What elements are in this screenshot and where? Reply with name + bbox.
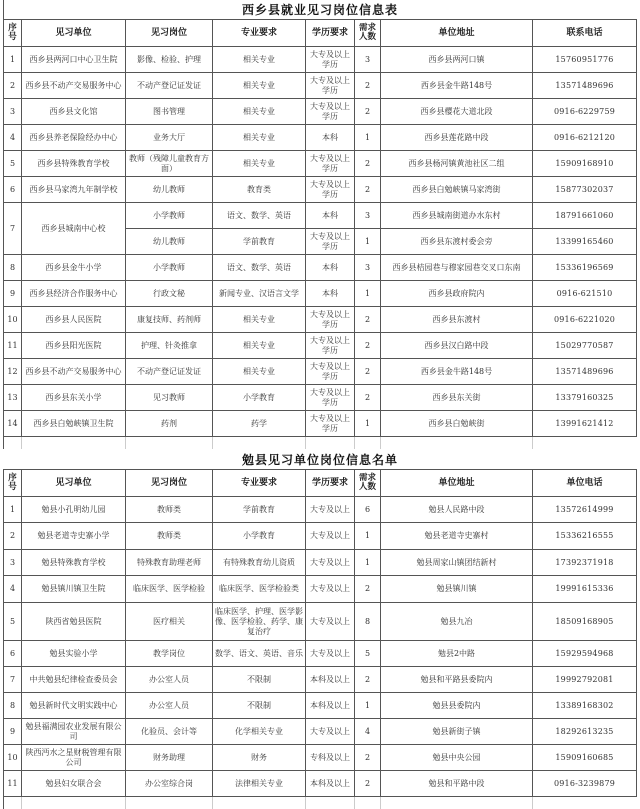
cell-unit: 西乡县经济合作服务中心 <box>22 281 126 307</box>
gap-line <box>21 437 22 449</box>
gap-line <box>125 797 126 809</box>
cell-addr: 西乡县城南街道办水东村 <box>381 203 533 229</box>
cell-post: 办公室人员 <box>126 693 213 719</box>
cell-major: 相关专业 <box>213 125 306 151</box>
cell-addr: 勉县和平路中段 <box>381 771 533 797</box>
cell-unit: 西乡县阳光医院 <box>22 333 126 359</box>
gap-line <box>21 797 22 809</box>
cell-post: 办公室人员 <box>126 667 213 693</box>
cell-major: 小学教育 <box>213 385 306 411</box>
cell-unit: 西乡县东关小学 <box>22 385 126 411</box>
cell-phone: 15877302037 <box>533 177 637 203</box>
cell-addr: 西乡县两河口镇 <box>381 47 533 73</box>
header-phone: 单位电话 <box>533 470 637 497</box>
cell-count: 1 <box>355 411 381 437</box>
cell-addr: 勉县镇川镇 <box>381 576 533 603</box>
cell-count: 2 <box>355 385 381 411</box>
cell-addr: 勉县周家山镇团结新村 <box>381 550 533 576</box>
bottom-gap <box>0 797 640 809</box>
cell-count: 2 <box>355 667 381 693</box>
table-row <box>4 281 637 307</box>
cell-no: 12 <box>4 359 22 385</box>
header-no: 序号 <box>4 20 22 47</box>
cell-phone: 19992792081 <box>533 667 637 693</box>
cell-major: 语文、数学、英语 <box>213 255 306 281</box>
cell-post: 特殊教育助理老师 <box>126 550 213 576</box>
cell-edu: 大专及以上 <box>306 550 355 576</box>
cell-count: 1 <box>355 125 381 151</box>
cell-phone: 13571489696 <box>533 359 637 385</box>
header-phone: 联系电话 <box>533 20 637 47</box>
cell-post: 康复技师、药剂师 <box>126 307 213 333</box>
cell-phone: 19991615336 <box>533 576 637 603</box>
cell-major: 学前教育 <box>213 497 306 523</box>
table-row <box>4 693 637 719</box>
mianxian-internship-table <box>3 469 637 797</box>
cell-edu: 大专及以上 <box>306 576 355 603</box>
cell-phone: 18292613235 <box>533 719 637 745</box>
cell-phone: 15909168910 <box>533 151 637 177</box>
gap-line <box>380 437 381 449</box>
cell-post: 影像、检验、护理 <box>126 47 213 73</box>
table-row <box>4 73 637 99</box>
header-count: 需求人数 <box>355 20 381 47</box>
cell-phone: 13991621412 <box>533 411 637 437</box>
cell-no: 3 <box>4 99 22 125</box>
cell-phone: 13572614999 <box>533 497 637 523</box>
cell-count: 1 <box>355 550 381 576</box>
cell-post: 见习教师 <box>126 385 213 411</box>
table-row <box>4 523 637 550</box>
cell-no: 7 <box>4 667 22 693</box>
cell-count: 2 <box>355 576 381 603</box>
cell-unit: 西乡县两河口中心卫生院 <box>22 47 126 73</box>
cell-count: 1 <box>355 281 381 307</box>
cell-major: 相关专业 <box>213 73 306 99</box>
cell-post: 财务助理 <box>126 745 213 771</box>
cell-no: 5 <box>4 151 22 177</box>
cell-unit: 勉县实验小学 <box>22 641 126 667</box>
cell-addr: 勉县2中路 <box>381 641 533 667</box>
cell-post: 教学岗位 <box>126 641 213 667</box>
table-row <box>4 359 637 385</box>
cell-count: 2 <box>355 151 381 177</box>
cell-no: 6 <box>4 641 22 667</box>
cell-edu: 大专及以上学历 <box>306 411 355 437</box>
table-row <box>4 667 637 693</box>
cell-major: 相关专业 <box>213 307 306 333</box>
cell-count: 3 <box>355 47 381 73</box>
cell-edu: 大专及以上学历 <box>306 307 355 333</box>
cell-count: 8 <box>355 603 381 641</box>
cell-major: 临床医学、护理、医学影像、医学检验、药学、康复治疗 <box>213 603 306 641</box>
cell-major: 不限制 <box>213 693 306 719</box>
cell-post: 不动产登记证发证 <box>126 359 213 385</box>
cell-major: 法律相关专业 <box>213 771 306 797</box>
cell-major: 相关专业 <box>213 359 306 385</box>
table-row <box>4 47 637 73</box>
cell-phone: 0916-6212120 <box>533 125 637 151</box>
cell-addr: 西乡县金牛路148号 <box>381 73 533 99</box>
header-addr: 单位地址 <box>381 470 533 497</box>
table-row <box>4 719 637 745</box>
table-row <box>4 641 637 667</box>
cell-post: 小学教师 <box>126 255 213 281</box>
table-row <box>4 411 637 437</box>
table-row <box>4 497 637 523</box>
cell-no: 4 <box>4 125 22 151</box>
cell-no: 3 <box>4 550 22 576</box>
gap-line <box>305 797 306 809</box>
cell-phone: 18791661060 <box>533 203 637 229</box>
cell-edu: 大专及以上学历 <box>306 47 355 73</box>
cell-addr: 勉县九冶 <box>381 603 533 641</box>
cell-no: 4 <box>4 576 22 603</box>
table-row <box>4 255 637 281</box>
table-row <box>4 550 637 576</box>
cell-count: 2 <box>355 99 381 125</box>
cell-count: 1 <box>355 229 381 255</box>
cell-edu: 大专及以上 <box>306 497 355 523</box>
cell-edu: 大专及以上 <box>306 523 355 550</box>
cell-unit: 西乡县文化馆 <box>22 99 126 125</box>
cell-phone: 18509168905 <box>533 603 637 641</box>
cell-addr: 西乡县金牛路148号 <box>381 359 533 385</box>
cell-no: 8 <box>4 693 22 719</box>
cell-phone: 13399165460 <box>533 229 637 255</box>
cell-phone: 13379160325 <box>533 385 637 411</box>
cell-major: 财务 <box>213 745 306 771</box>
header-post: 见习岗位 <box>126 20 213 47</box>
cell-phone: 17392371918 <box>533 550 637 576</box>
cell-no: 1 <box>4 47 22 73</box>
xixiang-internship-table <box>3 19 637 437</box>
cell-phone: 15336216555 <box>533 523 637 550</box>
gap-line <box>212 797 213 809</box>
cell-post: 教师类 <box>126 523 213 550</box>
cell-edu: 大专及以上学历 <box>306 333 355 359</box>
cell-phone: 0916-6229759 <box>533 99 637 125</box>
cell-count: 3 <box>355 255 381 281</box>
cell-count: 2 <box>355 359 381 385</box>
cell-addr: 勉县和平路县委院内 <box>381 667 533 693</box>
cell-unit: 勉县新时代文明实践中心 <box>22 693 126 719</box>
cell-no: 10 <box>4 307 22 333</box>
gap-line <box>354 437 355 449</box>
table-row <box>4 203 637 229</box>
cell-count: 1 <box>355 693 381 719</box>
cell-count: 1 <box>355 523 381 550</box>
cell-unit: 勉县福满园农业发展有限公司 <box>22 719 126 745</box>
gap-line <box>3 797 4 809</box>
header-count: 需求人数 <box>355 470 381 497</box>
table-row <box>4 771 637 797</box>
table-row <box>4 307 637 333</box>
cell-addr: 西乡县东渡村委会旁 <box>381 229 533 255</box>
header-unit: 见习单位 <box>22 470 126 497</box>
cell-phone: 15909160685 <box>533 745 637 771</box>
cell-post: 业务大厅 <box>126 125 213 151</box>
header-no: 序号 <box>4 470 22 497</box>
gap-line <box>3 437 4 449</box>
cell-phone: 15929594968 <box>533 641 637 667</box>
cell-no: 1 <box>4 497 22 523</box>
cell-post: 办公室综合岗 <box>126 771 213 797</box>
cell-addr: 西乡县汉白路中段 <box>381 333 533 359</box>
cell-edu: 本科 <box>306 203 355 229</box>
cell-no: 11 <box>4 333 22 359</box>
cell-no: 2 <box>4 523 22 550</box>
header-edu: 学历要求 <box>306 20 355 47</box>
gap-line <box>380 797 381 809</box>
cell-no: 11 <box>4 771 22 797</box>
cell-post: 药剂 <box>126 411 213 437</box>
cell-major: 相关专业 <box>213 47 306 73</box>
cell-addr: 西乡县政府院内 <box>381 281 533 307</box>
cell-post: 化验员、会计等 <box>126 719 213 745</box>
cell-edu: 大专及以上 <box>306 603 355 641</box>
cell-no: 13 <box>4 385 22 411</box>
table-row <box>4 333 637 359</box>
cell-edu: 大专及以上学历 <box>306 177 355 203</box>
cell-edu: 本科 <box>306 281 355 307</box>
cell-addr: 西乡县杨河镇黄池社区二组 <box>381 151 533 177</box>
cell-addr: 勉县县委院内 <box>381 693 533 719</box>
cell-major: 有特殊教育幼儿资质 <box>213 550 306 576</box>
header-major: 专业要求 <box>213 470 306 497</box>
table2-header-row <box>4 470 637 497</box>
cell-unit: 西乡县人民医院 <box>22 307 126 333</box>
cell-count: 5 <box>355 641 381 667</box>
cell-post: 不动产登记证发证 <box>126 73 213 99</box>
cell-major: 化学相关专业 <box>213 719 306 745</box>
cell-unit: 勉县妇女联合会 <box>22 771 126 797</box>
cell-count: 6 <box>355 497 381 523</box>
cell-edu: 本科及以上 <box>306 693 355 719</box>
cell-edu: 本科 <box>306 255 355 281</box>
cell-addr: 西乡县东渡村 <box>381 307 533 333</box>
cell-major: 临床医学、医学检验类 <box>213 576 306 603</box>
header-edu: 学历要求 <box>306 470 355 497</box>
cell-major: 药学 <box>213 411 306 437</box>
cell-edu: 本科及以上 <box>306 667 355 693</box>
cell-edu: 大专及以上 <box>306 641 355 667</box>
cell-unit: 陕西沔水之星财税管理有限公司 <box>22 745 126 771</box>
cell-major: 相关专业 <box>213 151 306 177</box>
cell-edu: 大专及以上学历 <box>306 229 355 255</box>
cell-addr: 西乡县白勉峡街 <box>381 411 533 437</box>
cell-unit: 勉县小孔明幼儿园 <box>22 497 126 523</box>
cell-edu: 大专及以上学历 <box>306 151 355 177</box>
cell-edu: 大专及以上学历 <box>306 359 355 385</box>
cell-unit: 勉县镇川镇卫生院 <box>22 576 126 603</box>
cell-no: 5 <box>4 603 22 641</box>
cell-edu: 大专及以上 <box>306 719 355 745</box>
cell-post: 教师（残障儿童教育方面） <box>126 151 213 177</box>
cell-count: 2 <box>355 177 381 203</box>
gap-line <box>212 437 213 449</box>
gap-line <box>354 797 355 809</box>
table-row <box>4 125 637 151</box>
cell-edu: 本科及以上 <box>306 771 355 797</box>
cell-post: 医疗相关 <box>126 603 213 641</box>
cell-post: 幼儿教师 <box>126 177 213 203</box>
cell-no: 2 <box>4 73 22 99</box>
cell-major: 学前教育 <box>213 229 306 255</box>
cell-phone: 15029770587 <box>533 333 637 359</box>
table1-header-row <box>4 20 637 47</box>
cell-count: 2 <box>355 333 381 359</box>
cell-count: 3 <box>355 203 381 229</box>
cell-major: 相关专业 <box>213 99 306 125</box>
cell-no: 8 <box>4 255 22 281</box>
cell-unit: 中共勉县纪律检查委员会 <box>22 667 126 693</box>
cell-unit: 西乡县白勉峡镇卫生院 <box>22 411 126 437</box>
table1-title: 西乡县就业见习岗位信息表 <box>241 3 398 17</box>
cell-addr: 西乡县白勉峡镇马家湾街 <box>381 177 533 203</box>
gap-line <box>305 437 306 449</box>
cell-major: 新闻专业、汉语言文学 <box>213 281 306 307</box>
cell-unit: 西乡县养老保险经办中心 <box>22 125 126 151</box>
cell-addr: 西乡县樱花大道北段 <box>381 99 533 125</box>
cell-addr: 西乡县桔园巷与穆家园巷交叉口东南 <box>381 255 533 281</box>
cell-addr: 西乡县东关街 <box>381 385 533 411</box>
cell-addr: 勉县老道寺史寨村 <box>381 523 533 550</box>
table-gap <box>0 437 640 449</box>
cell-major: 语文、数学、英语 <box>213 203 306 229</box>
cell-edu: 大专及以上学历 <box>306 73 355 99</box>
cell-no: 10 <box>4 745 22 771</box>
cell-major: 相关专业 <box>213 333 306 359</box>
cell-phone: 13571489696 <box>533 73 637 99</box>
cell-major: 教育类 <box>213 177 306 203</box>
cell-unit: 勉县老道寺史寨小学 <box>22 523 126 550</box>
table-row <box>4 385 637 411</box>
cell-phone: 15336196569 <box>533 255 637 281</box>
cell-unit: 西乡县特殊教育学校 <box>22 151 126 177</box>
gap-line <box>532 797 533 809</box>
cell-phone: 0916-6221020 <box>533 307 637 333</box>
cell-count: 2 <box>355 307 381 333</box>
cell-count: 2 <box>355 745 381 771</box>
cell-post: 小学教师 <box>126 203 213 229</box>
table-row <box>4 99 637 125</box>
table2-title: 勉县见习单位岗位信息名单 <box>241 453 398 467</box>
table-row <box>4 576 637 603</box>
header-major: 专业要求 <box>213 20 306 47</box>
cell-edu: 专科及以上 <box>306 745 355 771</box>
cell-phone: 0916-3239879 <box>533 771 637 797</box>
cell-unit: 勉县特殊教育学校 <box>22 550 126 576</box>
table-row <box>4 151 637 177</box>
cell-major: 不限制 <box>213 667 306 693</box>
cell-edu: 大专及以上学历 <box>306 385 355 411</box>
cell-no: 6 <box>4 177 22 203</box>
cell-unit: 西乡县不动产交易服务中心 <box>22 73 126 99</box>
cell-phone: 15760951776 <box>533 47 637 73</box>
cell-post: 护理、针灸推拿 <box>126 333 213 359</box>
cell-post: 图书管理 <box>126 99 213 125</box>
header-unit: 见习单位 <box>22 20 126 47</box>
cell-unit: 西乡县不动产交易服务中心 <box>22 359 126 385</box>
gap-line <box>532 437 533 449</box>
cell-major: 数学、语文、英语、音乐 <box>213 641 306 667</box>
cell-addr: 西乡县莲花路中段 <box>381 125 533 151</box>
cell-addr: 勉县人民路中段 <box>381 497 533 523</box>
header-addr: 单位地址 <box>381 20 533 47</box>
cell-unit: 西乡县马家湾九年制学校 <box>22 177 126 203</box>
gap-line <box>125 437 126 449</box>
cell-unit: 陕西省勉县医院 <box>22 603 126 641</box>
cell-post: 教师类 <box>126 497 213 523</box>
cell-addr: 勉县中央公园 <box>381 745 533 771</box>
cell-no: 7 <box>4 203 22 255</box>
cell-post: 临床医学、医学检验 <box>126 576 213 603</box>
cell-unit: 西乡县金牛小学 <box>22 255 126 281</box>
cell-phone: 13389168302 <box>533 693 637 719</box>
cell-edu: 本科 <box>306 125 355 151</box>
cell-count: 2 <box>355 73 381 99</box>
cell-major: 小学教育 <box>213 523 306 550</box>
table-row <box>4 745 637 771</box>
cell-edu: 大专及以上学历 <box>306 99 355 125</box>
cell-count: 2 <box>355 771 381 797</box>
cell-post: 行政文秘 <box>126 281 213 307</box>
cell-addr: 勉县新街子镇 <box>381 719 533 745</box>
header-post: 见习岗位 <box>126 470 213 497</box>
cell-no: 9 <box>4 719 22 745</box>
cell-no: 14 <box>4 411 22 437</box>
cell-no: 9 <box>4 281 22 307</box>
table-row <box>4 603 637 641</box>
table-row <box>4 177 637 203</box>
cell-phone: 0916-621510 <box>533 281 637 307</box>
cell-count: 4 <box>355 719 381 745</box>
cell-unit: 西乡县城南中心校 <box>22 203 126 255</box>
cell-post: 幼儿教师 <box>126 229 213 255</box>
